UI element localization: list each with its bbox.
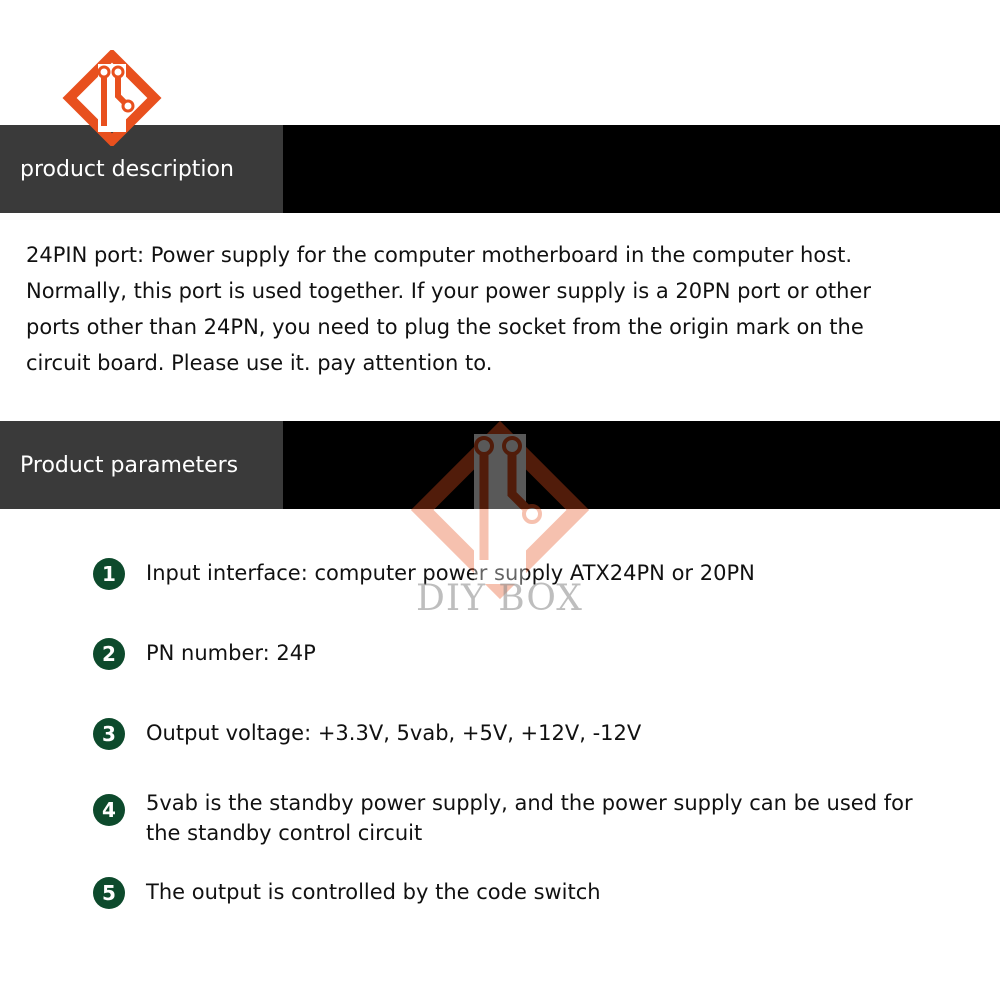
section-header-parameters: [0, 421, 1000, 509]
parameter-item: [93, 788, 926, 848]
parameter-text: Output voltage: +3.3V, 5vab, +5V, +12V, -12V: [146, 721, 642, 745]
parameter-text: PN number: 24P: [146, 641, 316, 665]
section-title-parameters: Product parameters: [0, 421, 283, 509]
diy-box-logo: [60, 50, 164, 146]
parameter-text: Input interface: computer power supply ATX24PN or 20PN: [146, 561, 755, 585]
number-badge: 4: [93, 794, 125, 826]
number-badge: 5: [93, 877, 125, 909]
parameter-item: [93, 877, 946, 909]
section-title-description: product description: [0, 125, 283, 213]
description-line: Normally, this port is used together. If your power supply is a 20PN port or other: [26, 279, 871, 303]
parameter-text: 5vab is the standby power supply, and the power supply can be used for the standby control circuit: [146, 791, 913, 845]
description-line: ports other than 24PN, you need to plug the socket from the origin mark on the: [26, 315, 864, 339]
description-line: 24PIN port: Power supply for the computer motherboard in the computer host.: [26, 243, 853, 267]
parameter-item: [93, 638, 946, 670]
number-badge: 3: [93, 718, 125, 750]
parameter-text: The output is controlled by the code switch: [146, 880, 601, 904]
number-badge: 2: [93, 638, 125, 670]
number-badge: 1: [93, 558, 125, 590]
description-text: [26, 237, 994, 381]
watermark-text: DIY BOX: [416, 578, 583, 619]
description-line: circuit board. Please use it. pay attention to.: [26, 351, 493, 375]
parameter-item: [93, 718, 946, 750]
